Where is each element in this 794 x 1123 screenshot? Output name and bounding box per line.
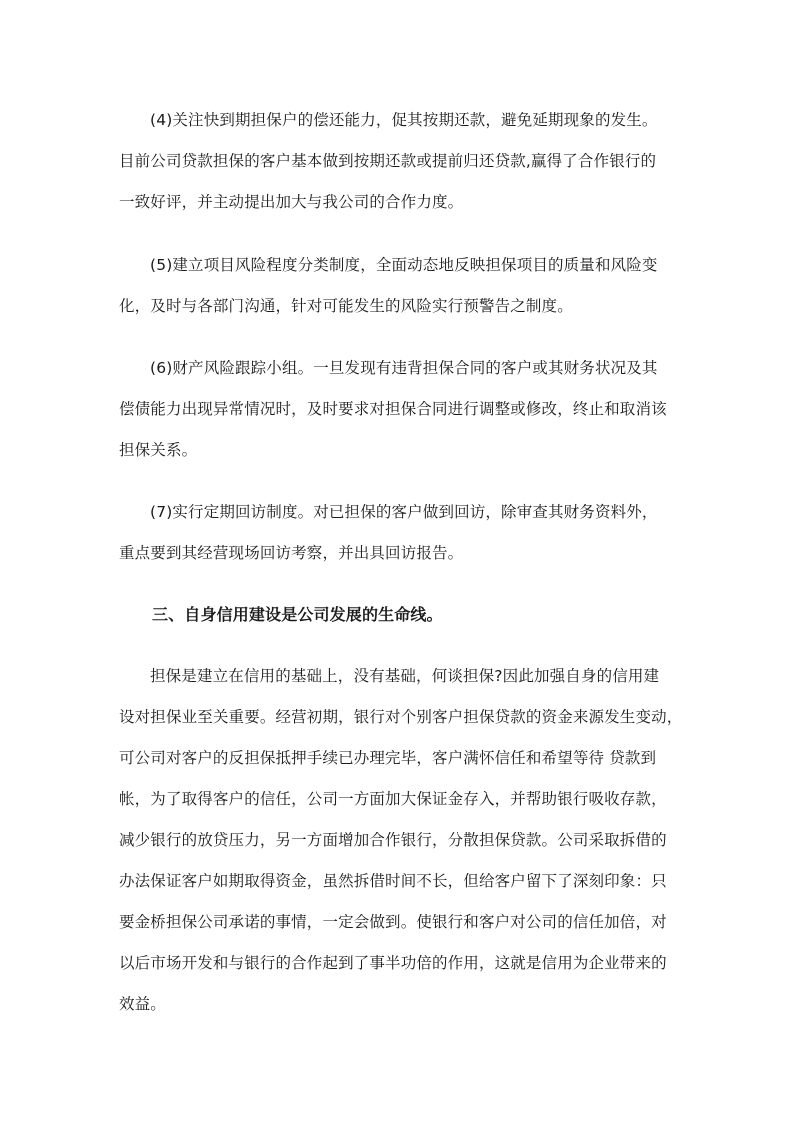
paragraph-6-line-1: (6)财产风险跟踪小组。一旦发现有违背担保合同的客户或其财务状况及其 <box>150 359 658 377</box>
paragraph-4-line-1: (4)关注快到期担保户的偿还能力，促其按期还款，避免延期现象的发生。 <box>150 111 658 129</box>
paragraph-6-line-3: 担保关系。 <box>119 441 198 459</box>
paragraph-4-line-3: 一致好评，并主动提出加大与我公司的合作力度。 <box>119 193 464 211</box>
final-paragraph-line-4: 帐，为了取得客户的信任，公司一方面加大保证金存入，并帮助银行吸收存款， <box>119 790 667 808</box>
paragraph-7-line-1: (7)实行定期回访制度。对已担保的客户做到回访，除审查其财务资料外， <box>150 503 658 521</box>
paragraph-6-line-2: 偿债能力出现异常情况时，及时要求对担保合同进行调整或修改，终止和取消该 <box>119 400 667 418</box>
paragraph-4-line-2: 目前公司贷款担保的客户基本做到按期还款或提前归还贷款,赢得了合作银行的 <box>119 152 657 170</box>
final-paragraph-line-9: 效益。 <box>119 995 166 1013</box>
final-paragraph-line-2: 设对担保业至关重要。经营初期，银行对个别客户担保贷款的资金来源发生变动， <box>119 708 683 726</box>
paragraph-5-line-2: 化，及时与各部门沟通，针对可能发生的风险实行预警告之制度。 <box>119 297 573 315</box>
paragraph-5-line-1: (5)建立项目风险程度分类制度，全面动态地反映担保项目的质量和风险变 <box>150 256 658 274</box>
final-paragraph-line-7: 要金桥担保公司承诺的事情，一定会做到。使银行和客户对公司的信任加倍，对 <box>119 913 667 931</box>
final-paragraph-line-5: 减少银行的放贷压力，另一方面增加合作银行，分散担保贷款。公司采取拆借的 <box>119 831 667 849</box>
final-paragraph-line-6: 办法保证客户如期取得资金，虽然拆借时间不长，但给客户留下了深刻印象：只 <box>119 872 667 890</box>
section-heading: 三、自身信用建设是公司发展的生命线。 <box>152 605 443 624</box>
final-paragraph-line-8: 以后市场开发和与银行的合作起到了事半功倍的作用，这就是信用为企业带来的 <box>119 954 667 972</box>
paragraph-7-line-2: 重点要到其经营现场回访考察，并出具回访报告。 <box>119 544 464 562</box>
final-paragraph-line-1: 担保是建立在信用的基础上，没有基础，何谈担保?因此加强自身的信用建 <box>150 667 660 685</box>
final-paragraph-line-3: 可公司对客户的反担保抵押手续已办理完毕，客户满怀信任和希望等待 贷款到 <box>119 749 657 767</box>
